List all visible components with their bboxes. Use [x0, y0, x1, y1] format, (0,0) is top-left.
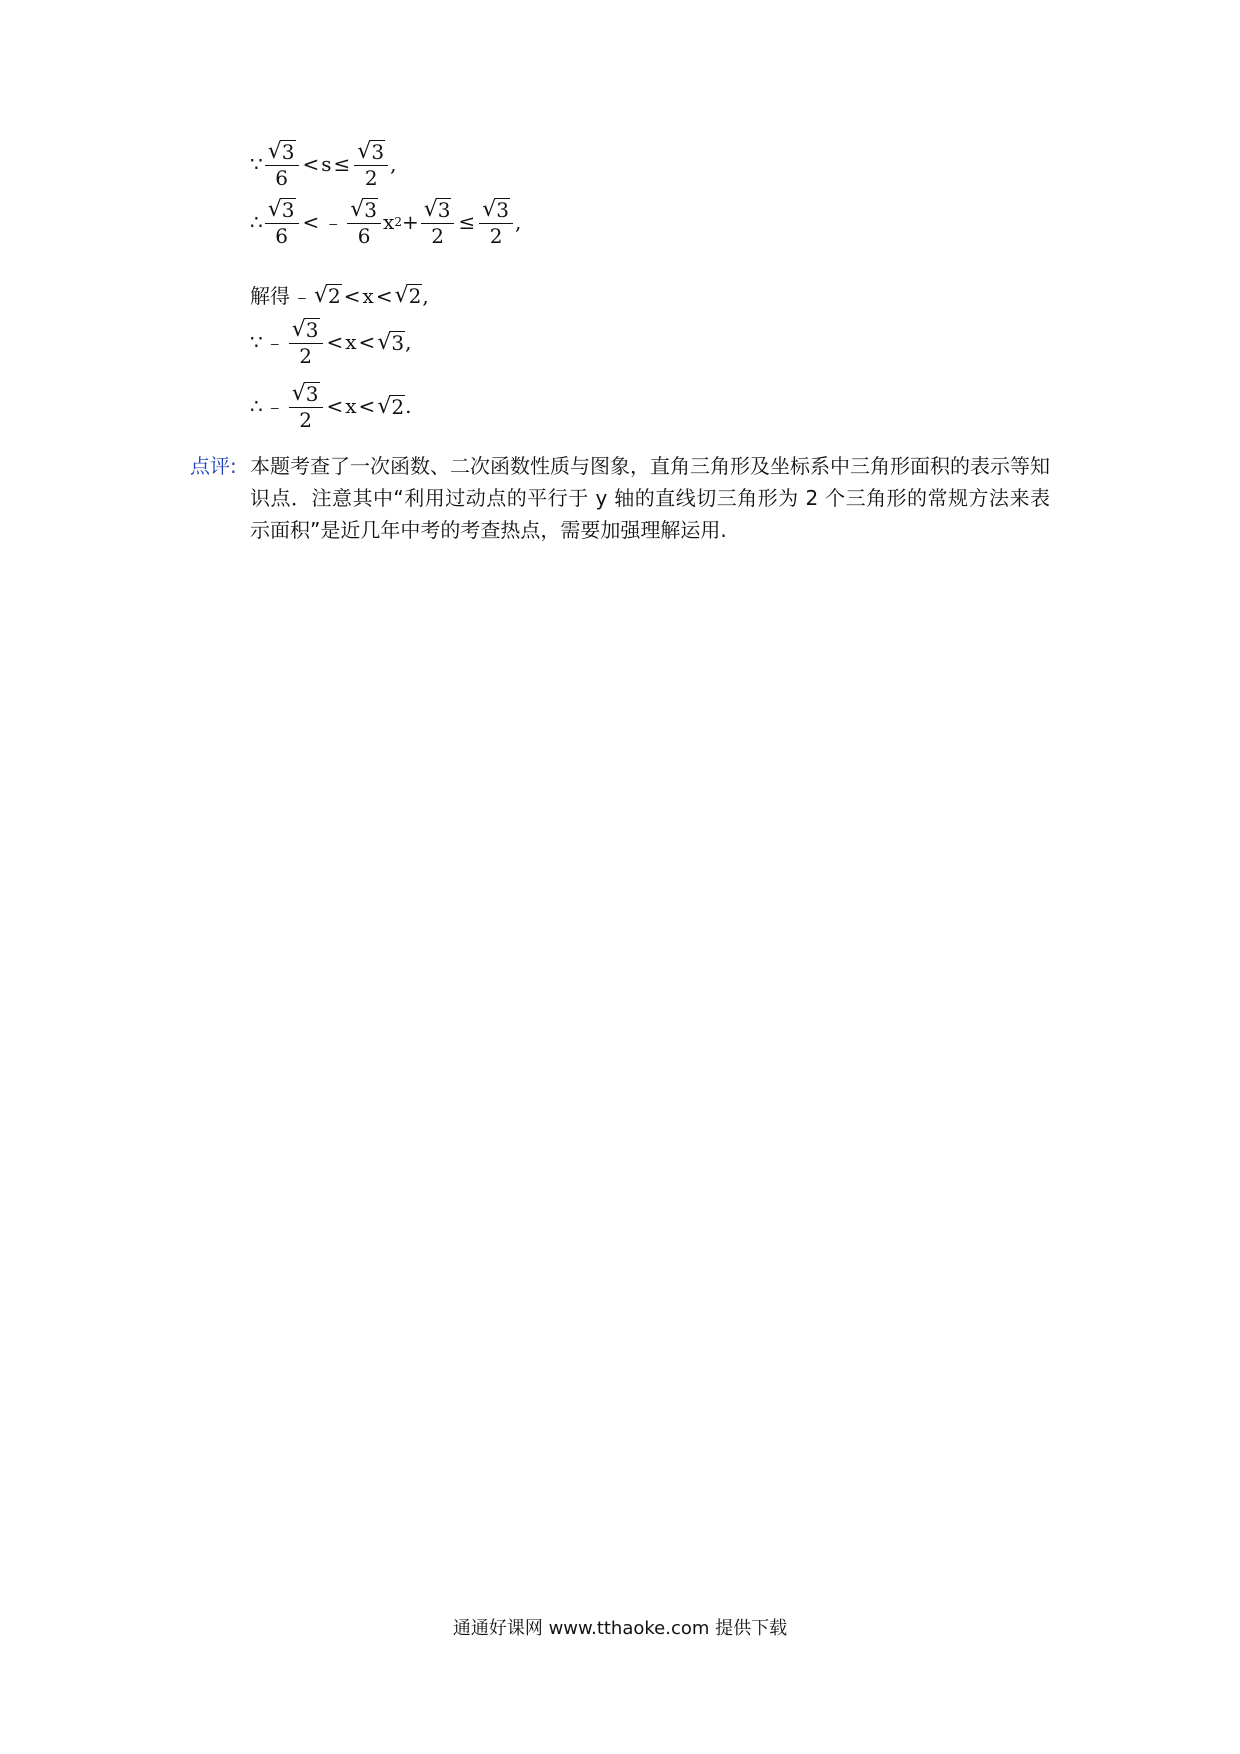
because-symbol: ∵	[250, 152, 263, 176]
var-x: x	[345, 394, 357, 418]
comment-label: 点评:	[190, 454, 237, 478]
comma: ,	[390, 152, 397, 176]
less-than: <	[358, 394, 376, 418]
less-or-equal: ≤	[458, 210, 476, 234]
sqrt-sign: √ 3	[267, 139, 295, 164]
sqrt-2: √ 2	[394, 283, 422, 308]
var-x: x	[383, 210, 395, 234]
therefore-symbol: ∴	[250, 210, 263, 234]
plus-sign: +	[401, 210, 419, 234]
comma: ,	[422, 283, 429, 308]
minus-sign: ﹣	[264, 394, 285, 418]
therefore-symbol: ∴	[250, 394, 263, 418]
var-x: x	[345, 330, 357, 354]
sqrt-2: √ 2	[314, 283, 341, 308]
fraction-sqrt3-over-2: √ 3 2	[289, 318, 323, 366]
math-line-4	[250, 318, 411, 366]
fraction-sqrt3-over-6: √ 3 6	[265, 140, 299, 188]
less-or-equal: ≤	[333, 152, 351, 176]
comment-text: 本题考查了一次函数、二次函数性质与图象，直角三角形及坐标系中三角形面积的表示等知识点．注意其中“利用过动点的平行于 y 轴的直线切三角形为 2 个三角形的常规方法来表示面积”是近几年中考的考查热点，需要加强理解运用.	[250, 454, 1050, 542]
period: .	[405, 394, 412, 418]
exponent: 2	[394, 215, 402, 229]
fraction-sqrt3-over-6: √ 3 6	[265, 198, 299, 246]
less-than: <	[326, 330, 344, 354]
less-than: <	[302, 210, 320, 234]
var-s: s	[321, 152, 332, 176]
minus-sign: ﹣	[264, 330, 285, 354]
math-line-3	[250, 284, 429, 307]
minus-sign: ﹣	[292, 283, 312, 308]
fraction-sqrt3-over-2: √ 3 2	[479, 198, 513, 246]
less-than: <	[358, 330, 376, 354]
less-than: <	[326, 394, 344, 418]
because-symbol: ∵	[250, 330, 263, 354]
less-than: <	[343, 283, 361, 308]
sqrt-2: √ 2	[377, 393, 405, 419]
fraction-sqrt3-over-2: √ 3 2	[354, 140, 388, 188]
fraction-sqrt3-over-2: √ 3 2	[289, 382, 323, 430]
fraction-sqrt3-over-2: √ 3 2	[421, 198, 455, 246]
fraction-sqrt3-over-6: √ 3 6	[347, 198, 381, 246]
math-line-2	[250, 198, 521, 246]
comma: ,	[515, 210, 522, 234]
page-footer: 通通好课网 www.tthaoke.com 提供下载	[452, 1618, 788, 1639]
less-than: <	[375, 283, 393, 308]
minus-sign: ﹣	[323, 210, 344, 234]
comma: ,	[405, 330, 412, 354]
less-than: <	[302, 152, 320, 176]
sqrt-3: √ 3	[377, 329, 405, 355]
comment-section	[190, 450, 1050, 546]
math-line-5	[250, 382, 411, 430]
solve-prefix: 解得	[250, 283, 290, 308]
math-line-1	[250, 140, 396, 188]
var-x: x	[362, 283, 374, 308]
